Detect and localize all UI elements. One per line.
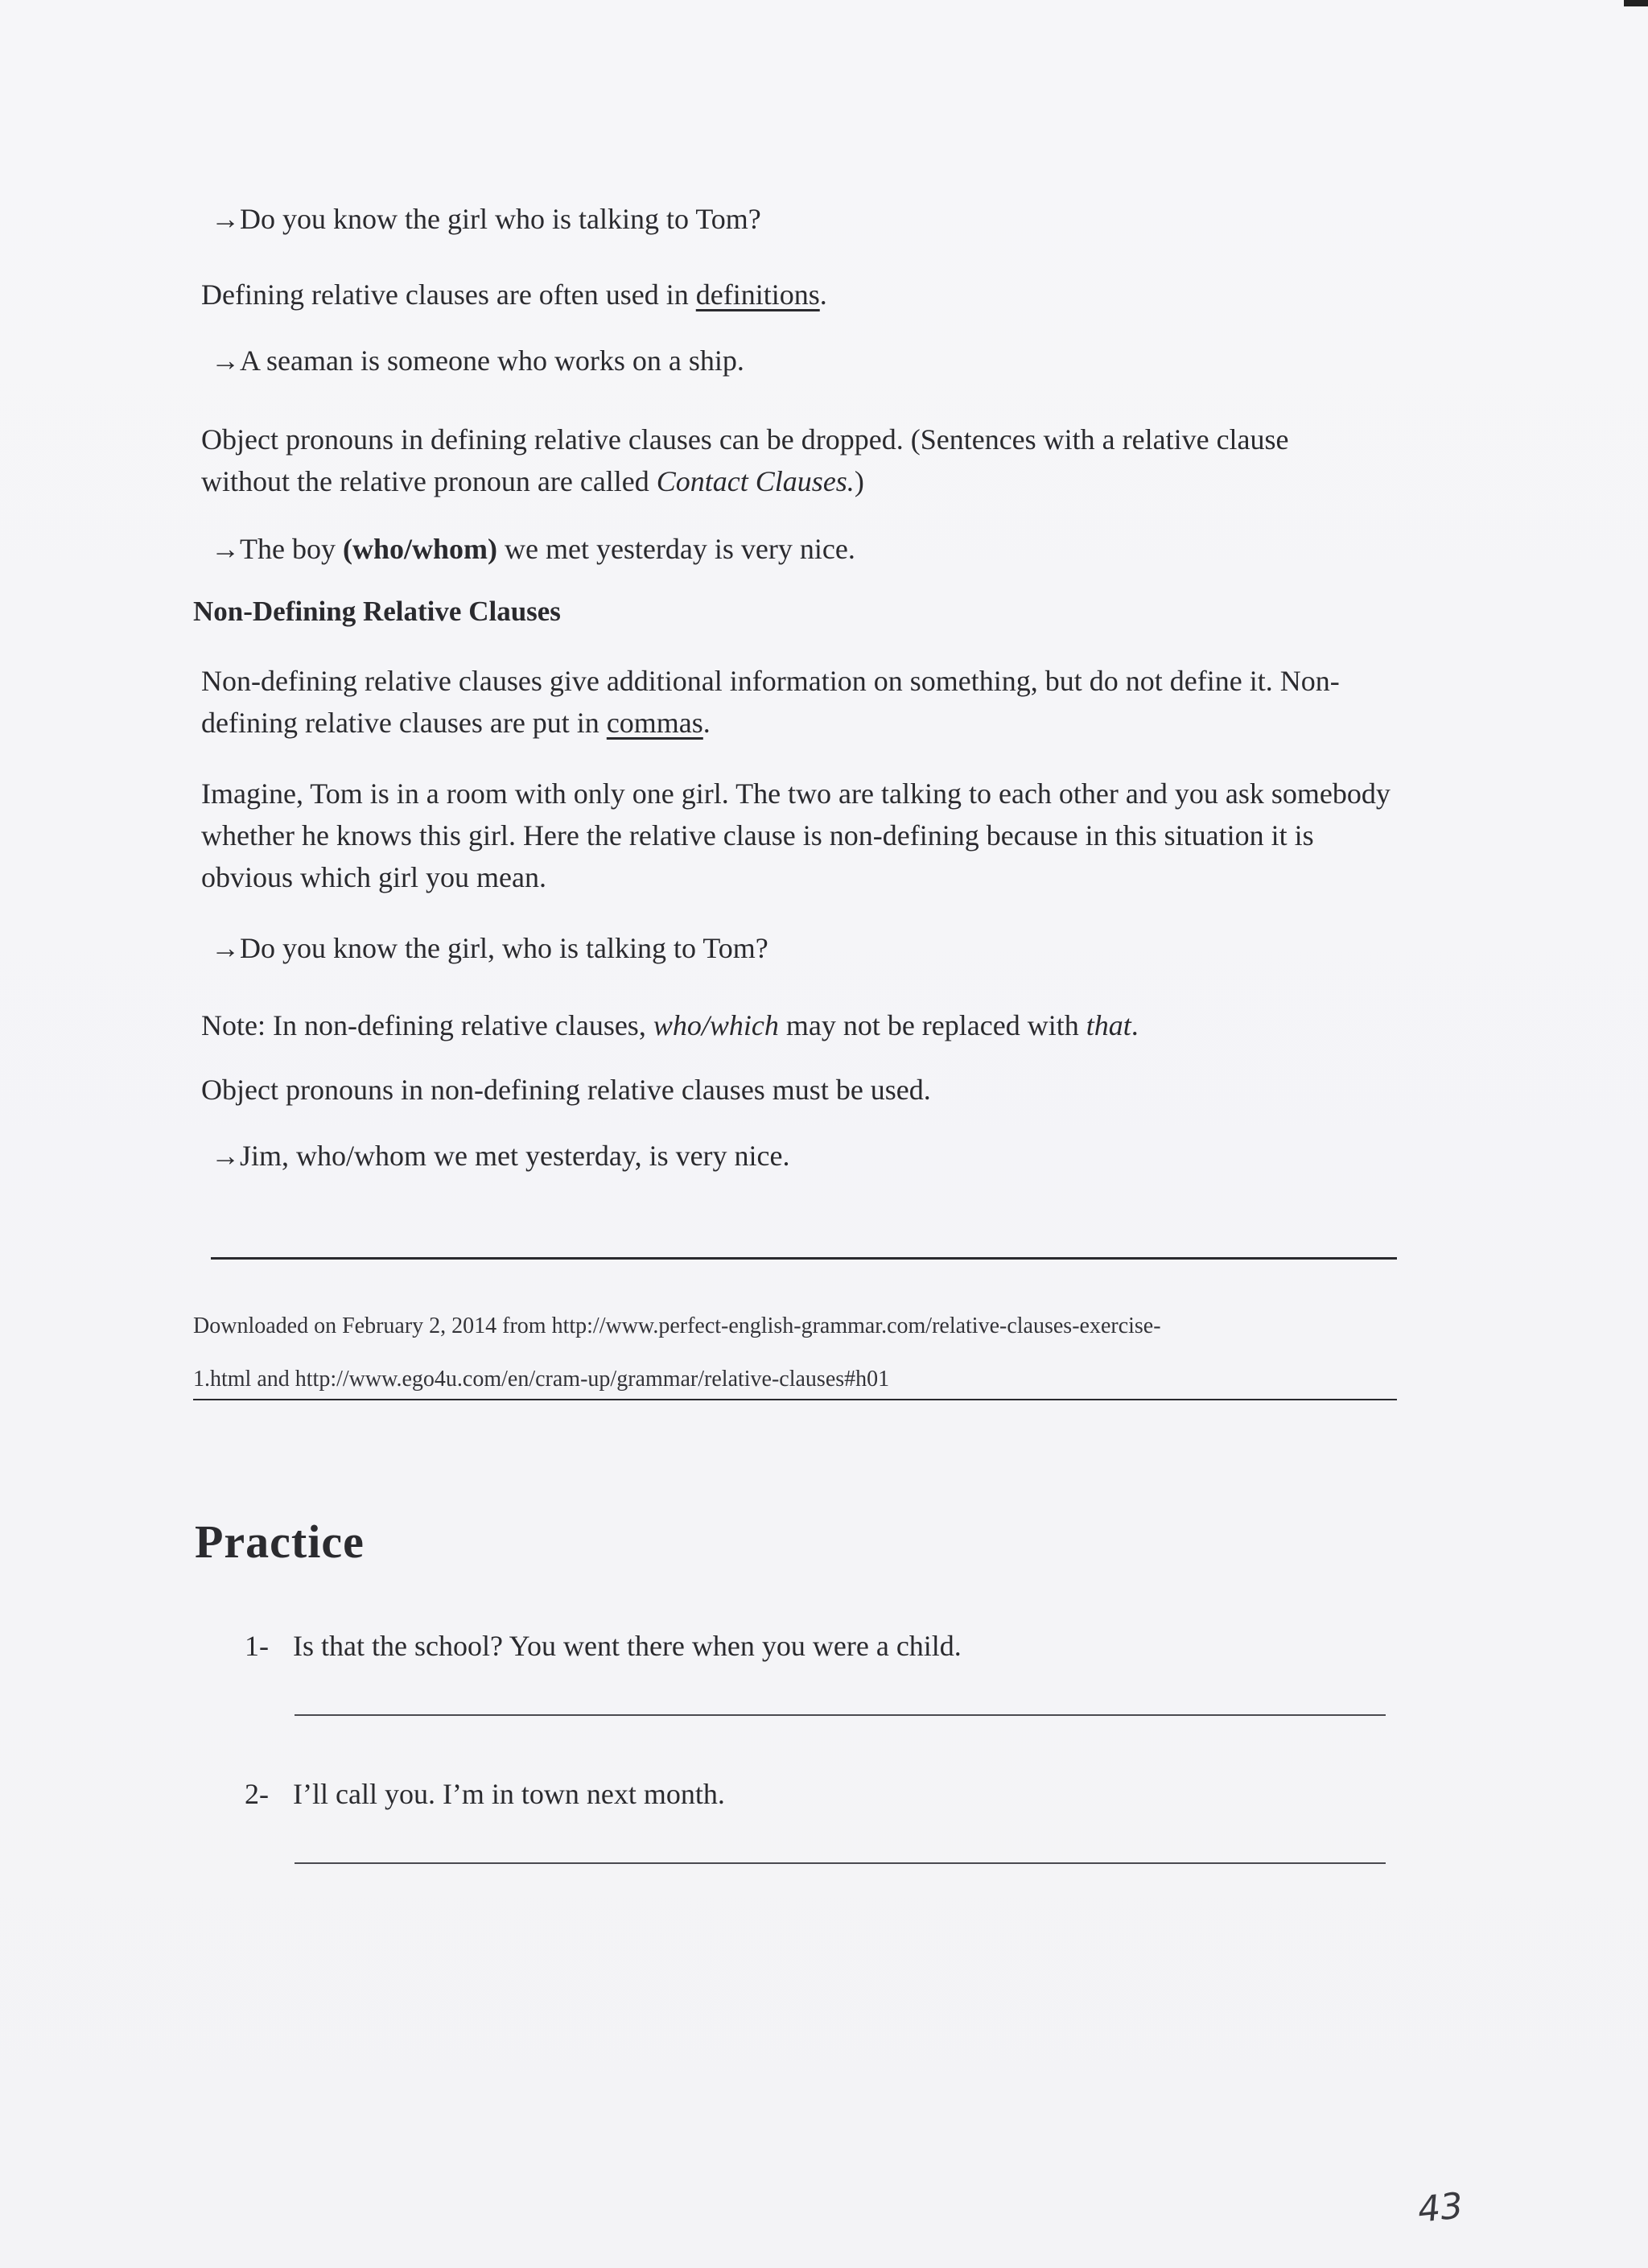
contact-clauses-term: Contact Clauses. [656,465,855,497]
definitions-period: . [819,278,827,311]
practice-item-number: 2- [245,1778,269,1810]
practice-item-text: Is that the school? You went there when you were a child. [293,1630,962,1662]
example-boy-pre: →The boy [211,533,343,565]
non-defining-heading: Non-Defining Relative Clauses [193,596,561,627]
note-that: that [1086,1009,1131,1041]
example-seaman: →A seaman is someone who works on a ship. [211,344,744,377]
object-pronouns-paragraph: Object pronouns in non-defining relative clauses must be used. [201,1074,931,1106]
definitions-underlined: definitions [695,278,820,311]
definitions-text: Defining relative clauses are often used in [201,278,696,311]
answer-line[interactable] [295,1862,1386,1864]
source-line-2: 1.html and http://www.ego4u.com/en/cram-up/grammar/relative-clauses#h01 [193,1367,890,1392]
note-text: Note: In non-defining relative clauses, [201,1009,653,1041]
practice-item-number: 1- [245,1630,269,1662]
note-period: . [1131,1009,1139,1041]
answer-line[interactable] [295,1714,1386,1716]
example-boy [211,528,855,570]
contact-text: Object pronouns in defining relative clauses can be dropped. (Sentences with a relative clause without the relative pronoun are called [201,423,1289,497]
example-girl-nondefining: →Do you know the girl, who is talking to Tom? [211,932,768,964]
commas-underlined: commas [606,707,703,739]
example-boy-post: we met yesterday is very nice. [496,533,855,565]
section-divider-top [211,1257,1397,1260]
handwritten-page-number: 43 [1415,2185,1465,2231]
section-divider-bottom [193,1399,1397,1400]
source-line-1: Downloaded on February 2, 2014 from http://www.perfect-english-grammar.com/relative-clauses-exercise- [193,1313,1161,1338]
nondef-period: . [702,707,711,739]
scan-corner-mark [1624,0,1648,6]
non-defining-paragraph [201,660,1384,744]
note-paragraph [201,1004,1392,1046]
practice-item-text: I’ll call you. I’m in town next month. [293,1778,725,1810]
imagine-paragraph: Imagine, Tom is in a room with only one girl. The two are talking to each other and you ask somebody whether he knows this girl. Here the relative clause is non-defining because in this situation it is obvious which girl you mean. [201,777,1390,893]
example-jim: →Jim, who/whom we met yesterday, is very nice. [211,1140,790,1172]
note-who-which: who/which [653,1009,779,1041]
definitions-paragraph [201,274,1392,315]
nondef-text: Non-defining relative clauses give additional information on something, but do not define it. Non-defining relative clauses are put in [201,665,1340,739]
example-boy-bold: (who/whom) [342,533,497,565]
example-girl-defining: →Do you know the girl who is talking to Tom? [211,203,761,235]
contact-clauses-paragraph [201,419,1360,502]
note-mid: may not be replaced with [778,1009,1086,1041]
contact-close-paren: ) [854,465,864,497]
practice-heading: Practice [195,1515,365,1568]
